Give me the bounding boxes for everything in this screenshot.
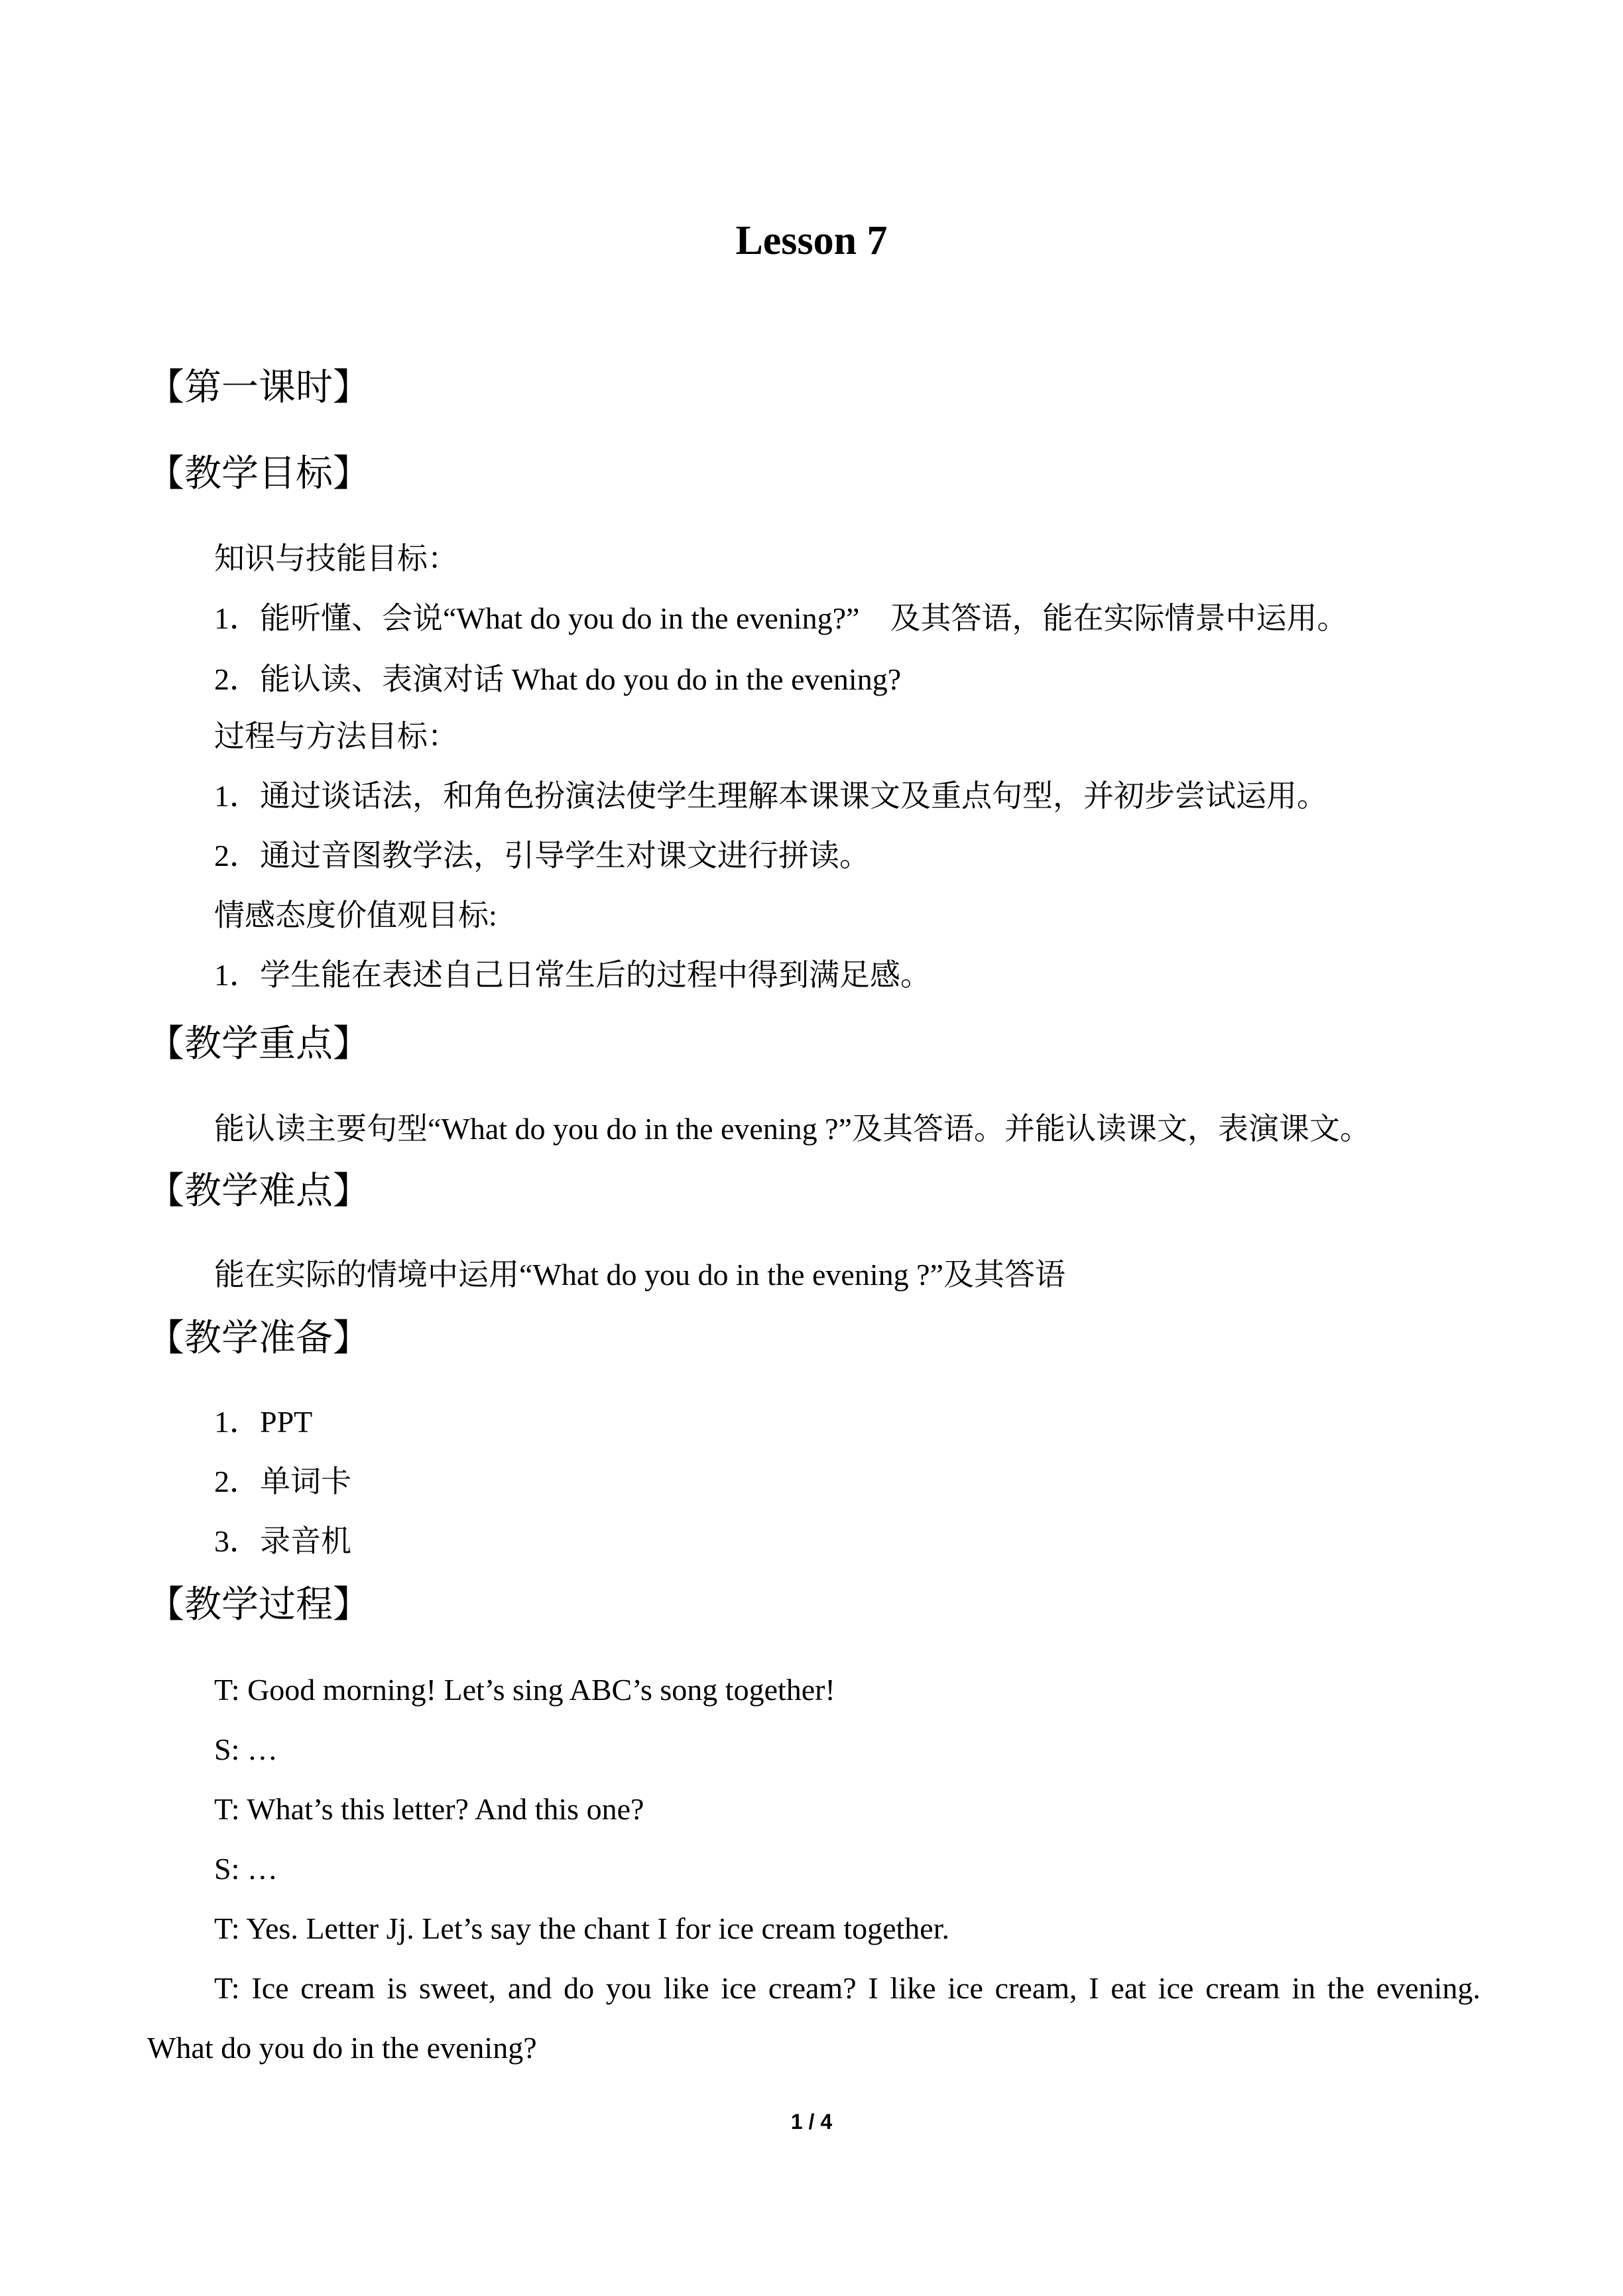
- emotion-goal-1: 1．学生能在表述自己日常生后的过程中得到满足感。: [214, 958, 931, 992]
- dialogue-line: T: Yes. Letter Jj. Let’s say the chant I for ice cream together.: [214, 1911, 950, 1945]
- process-goal-2: 2．通过音图教学法，引导学生对课文进行拼读。: [214, 839, 870, 873]
- dialogue-line: S: …: [214, 1852, 278, 1886]
- section-heading-period: 【第一课时】: [147, 367, 370, 408]
- dialogue-line: S: …: [214, 1732, 278, 1766]
- section-heading-objectives: 【教学目标】: [147, 453, 370, 495]
- dialogue-line-continued: What do you do in the evening?: [147, 2031, 537, 2065]
- section-heading-key-points: 【教学重点】: [147, 1024, 370, 1065]
- process-goal-1: 1．通过谈话法，和角色扮演法使学生理解本课课文及重点句型，并初步尝试运用。: [214, 779, 1327, 813]
- knowledge-goal-2: 2．能认读、表演对话 What do you do in the evening?: [214, 662, 902, 696]
- dialogue-line: T: Ice cream is sweet, and do you like ice cream? I like ice cream, I eat ice cream in the evening.: [214, 1971, 1480, 2005]
- knowledge-goal-label: 知识与技能目标：: [214, 542, 458, 575]
- preparation-item: 1．PPT: [214, 1405, 313, 1439]
- section-heading-process: 【教学过程】: [147, 1585, 370, 1626]
- dialogue-line: T: What’s this letter? And this one?: [214, 1792, 644, 1826]
- section-heading-difficulties: 【教学难点】: [147, 1171, 370, 1212]
- page-title: Lesson 7: [735, 218, 888, 263]
- section-heading-preparation: 【教学准备】: [147, 1318, 370, 1359]
- page-number: 1 / 4: [790, 2110, 833, 2134]
- difficulties-text: 能在实际的情境中运用“What do you do in the evening ?”及其答语: [214, 1258, 1065, 1292]
- key-points-text: 能认读主要句型“What do you do in the evening ?”及其答语。并能认读课文，表演课文。: [214, 1112, 1370, 1146]
- dialogue-line: T: Good morning! Let’s sing ABC’s song together!: [214, 1673, 835, 1707]
- preparation-item: 2．单词卡: [214, 1465, 351, 1498]
- knowledge-goal-1: 1．能听懂、会说“What do you do in the evening?” 及其答语，能在实际情景中运用。: [214, 601, 1348, 635]
- preparation-item: 3．录音机: [214, 1524, 351, 1558]
- process-goal-label: 过程与方法目标：: [214, 719, 458, 753]
- emotion-goal-label: 情感态度价值观目标:: [214, 898, 497, 932]
